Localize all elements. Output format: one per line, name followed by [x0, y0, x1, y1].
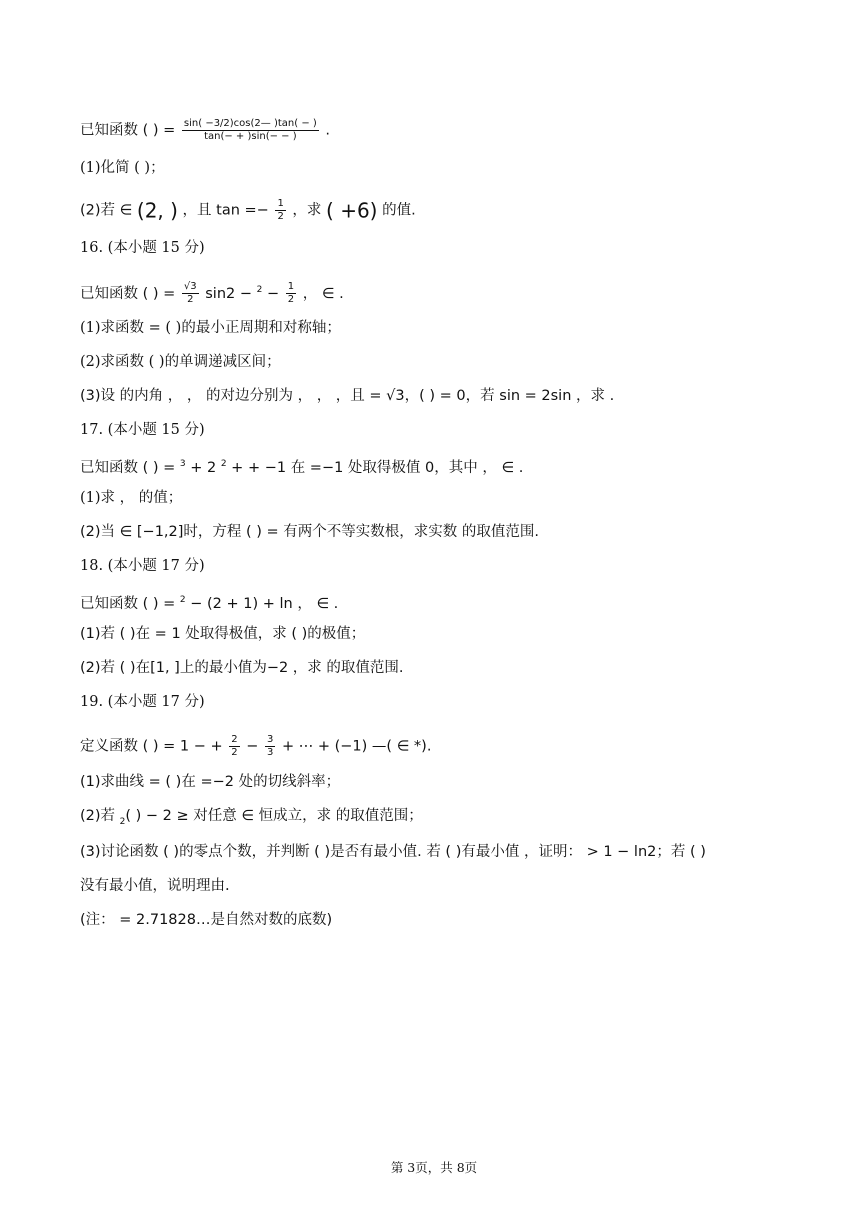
q19-line-1-c: + ⋯ + (−1) —( ∈ *).: [282, 738, 432, 755]
q16-fraction-2-numerator: 1: [287, 281, 295, 293]
q15-part-2-c: ，求: [292, 202, 322, 219]
q16-fraction-1-denominator: 2: [187, 294, 194, 306]
q16-part-2: (2)求函数 ( )的单调递减区间；: [80, 354, 281, 370]
q17-line-1: [80, 454, 523, 478]
q18-part-2: (2)若 ( )在[1, ]上的最小值为−2 ，求 的取值范围.: [80, 660, 404, 676]
q16-line-1-c: −: [262, 285, 280, 302]
q18-line-1-b: − (2 + 1) + ln ， ∈ .: [185, 595, 339, 612]
q15-part-1: (1)化简 ( )；: [80, 160, 165, 176]
q19-fraction-1: [229, 734, 239, 759]
q19-fraction-1-denominator: 2: [231, 747, 238, 758]
q15-part-2-d: 的值.: [382, 202, 416, 219]
q15-line-1: [80, 118, 330, 143]
q16-line-1: [80, 280, 344, 306]
q16-line-1-a: 已知函数 ( ) =: [80, 285, 176, 302]
q18-line-1: [80, 590, 338, 614]
q16-fraction-1: [182, 281, 199, 306]
q17-part-2: (2)当 ∈ [−1,2]时，方程 ( ) = 有两个不等实数根，求实数 的取值范围.: [80, 524, 540, 540]
q16-fraction-2: [286, 281, 296, 306]
q17-part-1: (1)求 ， 的值；: [80, 490, 183, 506]
q16-fraction-2-denominator: 2: [287, 294, 295, 306]
q17-line-1-b: + 2: [185, 459, 221, 476]
q19-part-3: (3)讨论函数 ( )的零点个数，并判断 ( )是否有最小值. 若 ( )有最小值 ，证明： > 1 − ln2；若 ( ): [80, 844, 706, 860]
q19-part-2-b: ( ) − 2 ≥ 对任意 ∈ 恒成立，求 的取值范围；: [125, 808, 423, 824]
q19-fraction-1-numerator: 2: [231, 734, 238, 745]
q15-part-2-paren: ( +6): [326, 198, 378, 223]
q15-fraction-numerator: sin( −3/2)cos(2— )tan( − ): [183, 118, 317, 129]
q17-line-1-c: + + −1 在 =−1 处取得极值 0，其中 ， ∈ .: [226, 459, 524, 476]
q15-part-2: [80, 198, 416, 223]
q19-line-1-a: 定义函数 ( ) = 1 − +: [80, 738, 223, 755]
q15-line-1-prefix: 已知函数 ( ) =: [80, 122, 176, 139]
q18-line-1-a: 已知函数 ( ) =: [80, 595, 180, 612]
q19-part-1: (1)求曲线 = ( )在 =−2 处的切线斜率；: [80, 774, 341, 790]
q15-fraction-denominator: tan(− + )sin(− − ): [204, 131, 297, 142]
q15-part-2-b: ，且 tan =−: [182, 202, 269, 219]
q19-line-1-b: −: [246, 738, 259, 755]
q15-part-2-fraction: [275, 198, 285, 223]
q19-fraction-2: [265, 734, 275, 759]
q18-heading: 18. (本小题 17 分): [80, 558, 205, 574]
q16-line-1-b: sin2 −: [205, 285, 257, 302]
q17-line-1-sup-2: 2: [220, 459, 227, 469]
q19-part-2-a: (2)若: [80, 808, 120, 824]
q16-part-3: (3)设 的内角 ， ， 的对边分别为 ， ， ，且 = √3，( ) = 0，若 sin = 2sin ，求 .: [80, 388, 615, 404]
q16-line-1-sup: 2: [256, 285, 263, 295]
q15-line-1-end: .: [325, 122, 331, 139]
q16-fraction-1-numerator: √3: [183, 281, 197, 293]
q15-part-2-interval: (2, ): [136, 198, 178, 223]
q15-part-2-fraction-numerator: 1: [277, 198, 284, 209]
q18-part-1: (1)若 ( )在 = 1 处取得极值，求 ( )的极值；: [80, 626, 366, 642]
q19-part-2: [80, 806, 423, 832]
q17-line-1-a: 已知函数 ( ) =: [80, 459, 180, 476]
q19-line-1: [80, 734, 431, 759]
q15-part-2-fraction-denominator: 2: [277, 211, 284, 222]
q16-part-1: (1)求函数 = ( )的最小正周期和对称轴；: [80, 320, 341, 336]
q16-heading: 16. (本小题 15 分): [80, 240, 205, 256]
q19-part-2-sub: 2: [119, 816, 126, 827]
q19-fraction-2-denominator: 3: [267, 747, 274, 758]
q18-line-1-sup: 2: [179, 595, 186, 605]
q19-note: (注： = 2.71828…是自然对数的底数): [80, 912, 333, 928]
q17-line-1-sup-1: 3: [179, 459, 186, 469]
q16-line-1-d: ， ∈ .: [302, 285, 344, 302]
page-footer: 第 3页，共 8页: [390, 1160, 478, 1175]
q19-part-3-cont: 没有最小值，说明理由.: [80, 878, 230, 894]
q19-heading: 19. (本小题 17 分): [80, 694, 205, 710]
q17-heading: 17. (本小题 15 分): [80, 422, 205, 438]
q15-part-2-a: (2)若 ∈: [80, 202, 133, 219]
q19-fraction-2-numerator: 3: [267, 734, 274, 745]
q15-fraction: [182, 118, 319, 143]
